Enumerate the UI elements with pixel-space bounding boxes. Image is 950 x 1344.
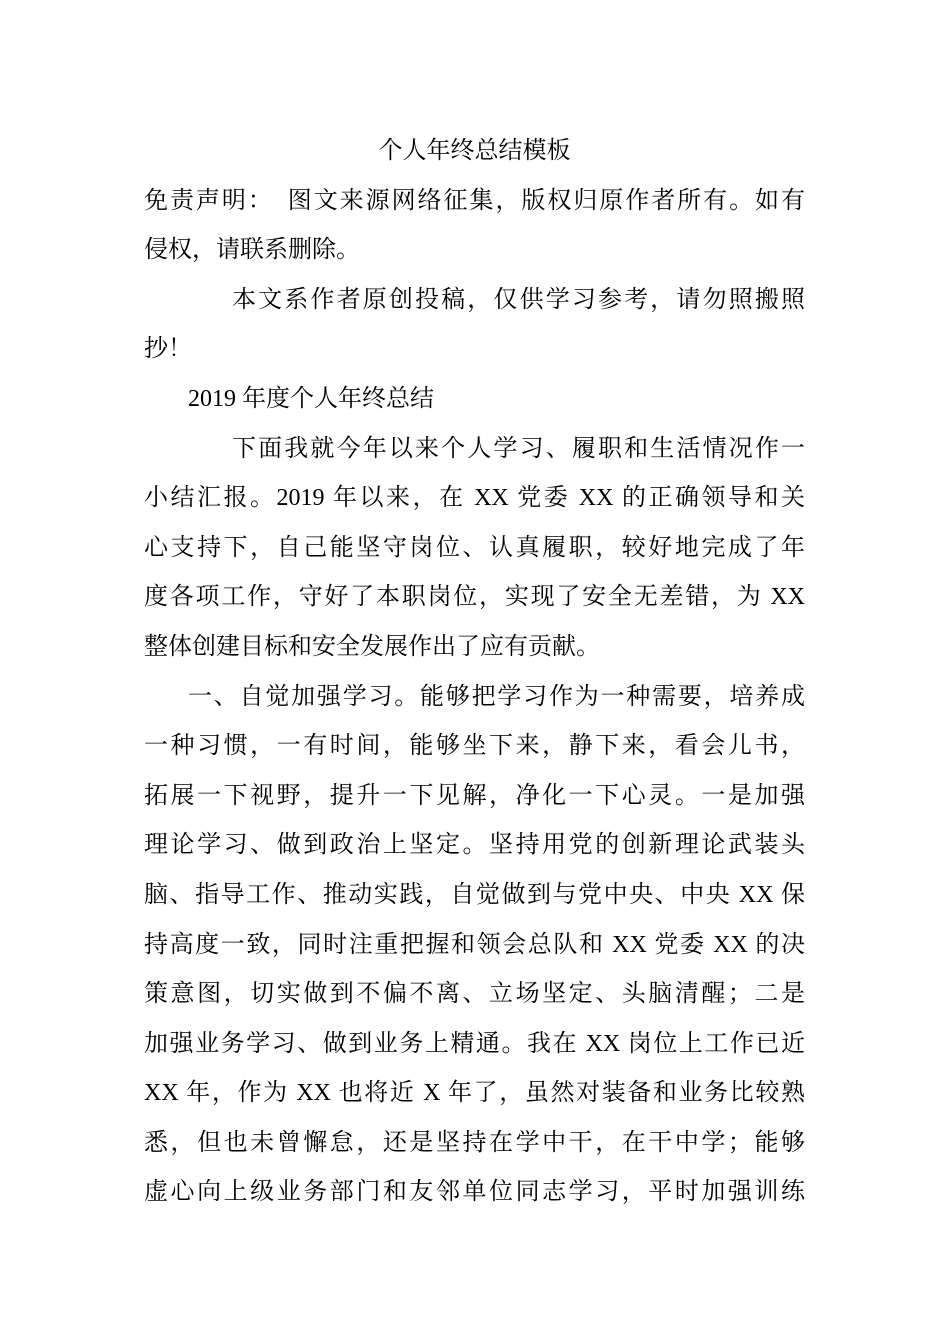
text-line: 本文系作者原创投稿，仅供学习参考，请勿照搬照 — [232, 286, 805, 313]
text-line: 抄！ — [144, 336, 192, 363]
text-line: 拓展一下视野，提升一下见解，净化一下心灵。一是加强 — [144, 782, 805, 809]
text-line: XX 年，作为 XX 也将近 X 年了，虽然对装备和业务比较熟 — [144, 1080, 805, 1107]
text-line: 2019 年度个人年终总结 — [188, 385, 434, 412]
paragraph-section-1-strengthen-learning — [144, 673, 805, 1219]
text-line: 侵权，请联系删除。 — [144, 237, 360, 264]
text-line: 加强业务学习、做到业务上精通。我在 XX 岗位上工作已近 — [144, 1030, 805, 1057]
paragraph-disclaimer — [144, 177, 805, 276]
text-line: 一种习惯，一有时间，能够坐下来，静下来，看会儿书， — [144, 733, 805, 760]
text-line: 免责声明： 图文来源网络征集，版权归原作者所有。如有 — [144, 187, 805, 214]
text-line: 持高度一致，同时注重把握和领会总队和 XX 党委 XX 的决 — [144, 931, 805, 958]
document-title: 个人年终总结模板 — [378, 138, 571, 164]
text-line: 度各项工作，守好了本职岗位，实现了安全无差错，为 XX — [144, 584, 805, 611]
text-line: 整体创建目标和安全发展作出了应有贡献。 — [144, 633, 600, 660]
text-line: 悉，但也未曾懈怠，还是坚持在学中干，在干中学；能够 — [144, 1129, 805, 1156]
text-line: 策意图，切实做到不偏不离、立场坚定、头脑清醒；二是 — [144, 981, 805, 1008]
text-line: 下面我就今年以来个人学习、履职和生活情况作一 — [232, 435, 805, 462]
text-line: 小结汇报。2019 年以来，在 XX 党委 XX 的正确领导和关 — [144, 485, 805, 512]
text-line: 一、自觉加强学习。能够把学习作为一种需要，培养成 — [188, 683, 805, 710]
text-line: 脑、指导工作、推动实践，自觉做到与党中央、中央 XX 保 — [144, 881, 805, 908]
text-line: 心支持下，自己能坚守岗位、认真履职，较好地完成了年 — [144, 534, 805, 561]
paragraph-intro — [144, 425, 805, 673]
text-line: 理论学习、做到政治上坚定。坚持用党的创新理论武装头 — [144, 832, 805, 859]
text-line: 虚心向上级业务部门和友邻单位同志学习，平时加强训练 — [144, 1179, 805, 1206]
document-body — [144, 177, 805, 1218]
paragraph-subtitle-2019 — [144, 375, 805, 425]
paragraph-original-note — [144, 276, 805, 375]
